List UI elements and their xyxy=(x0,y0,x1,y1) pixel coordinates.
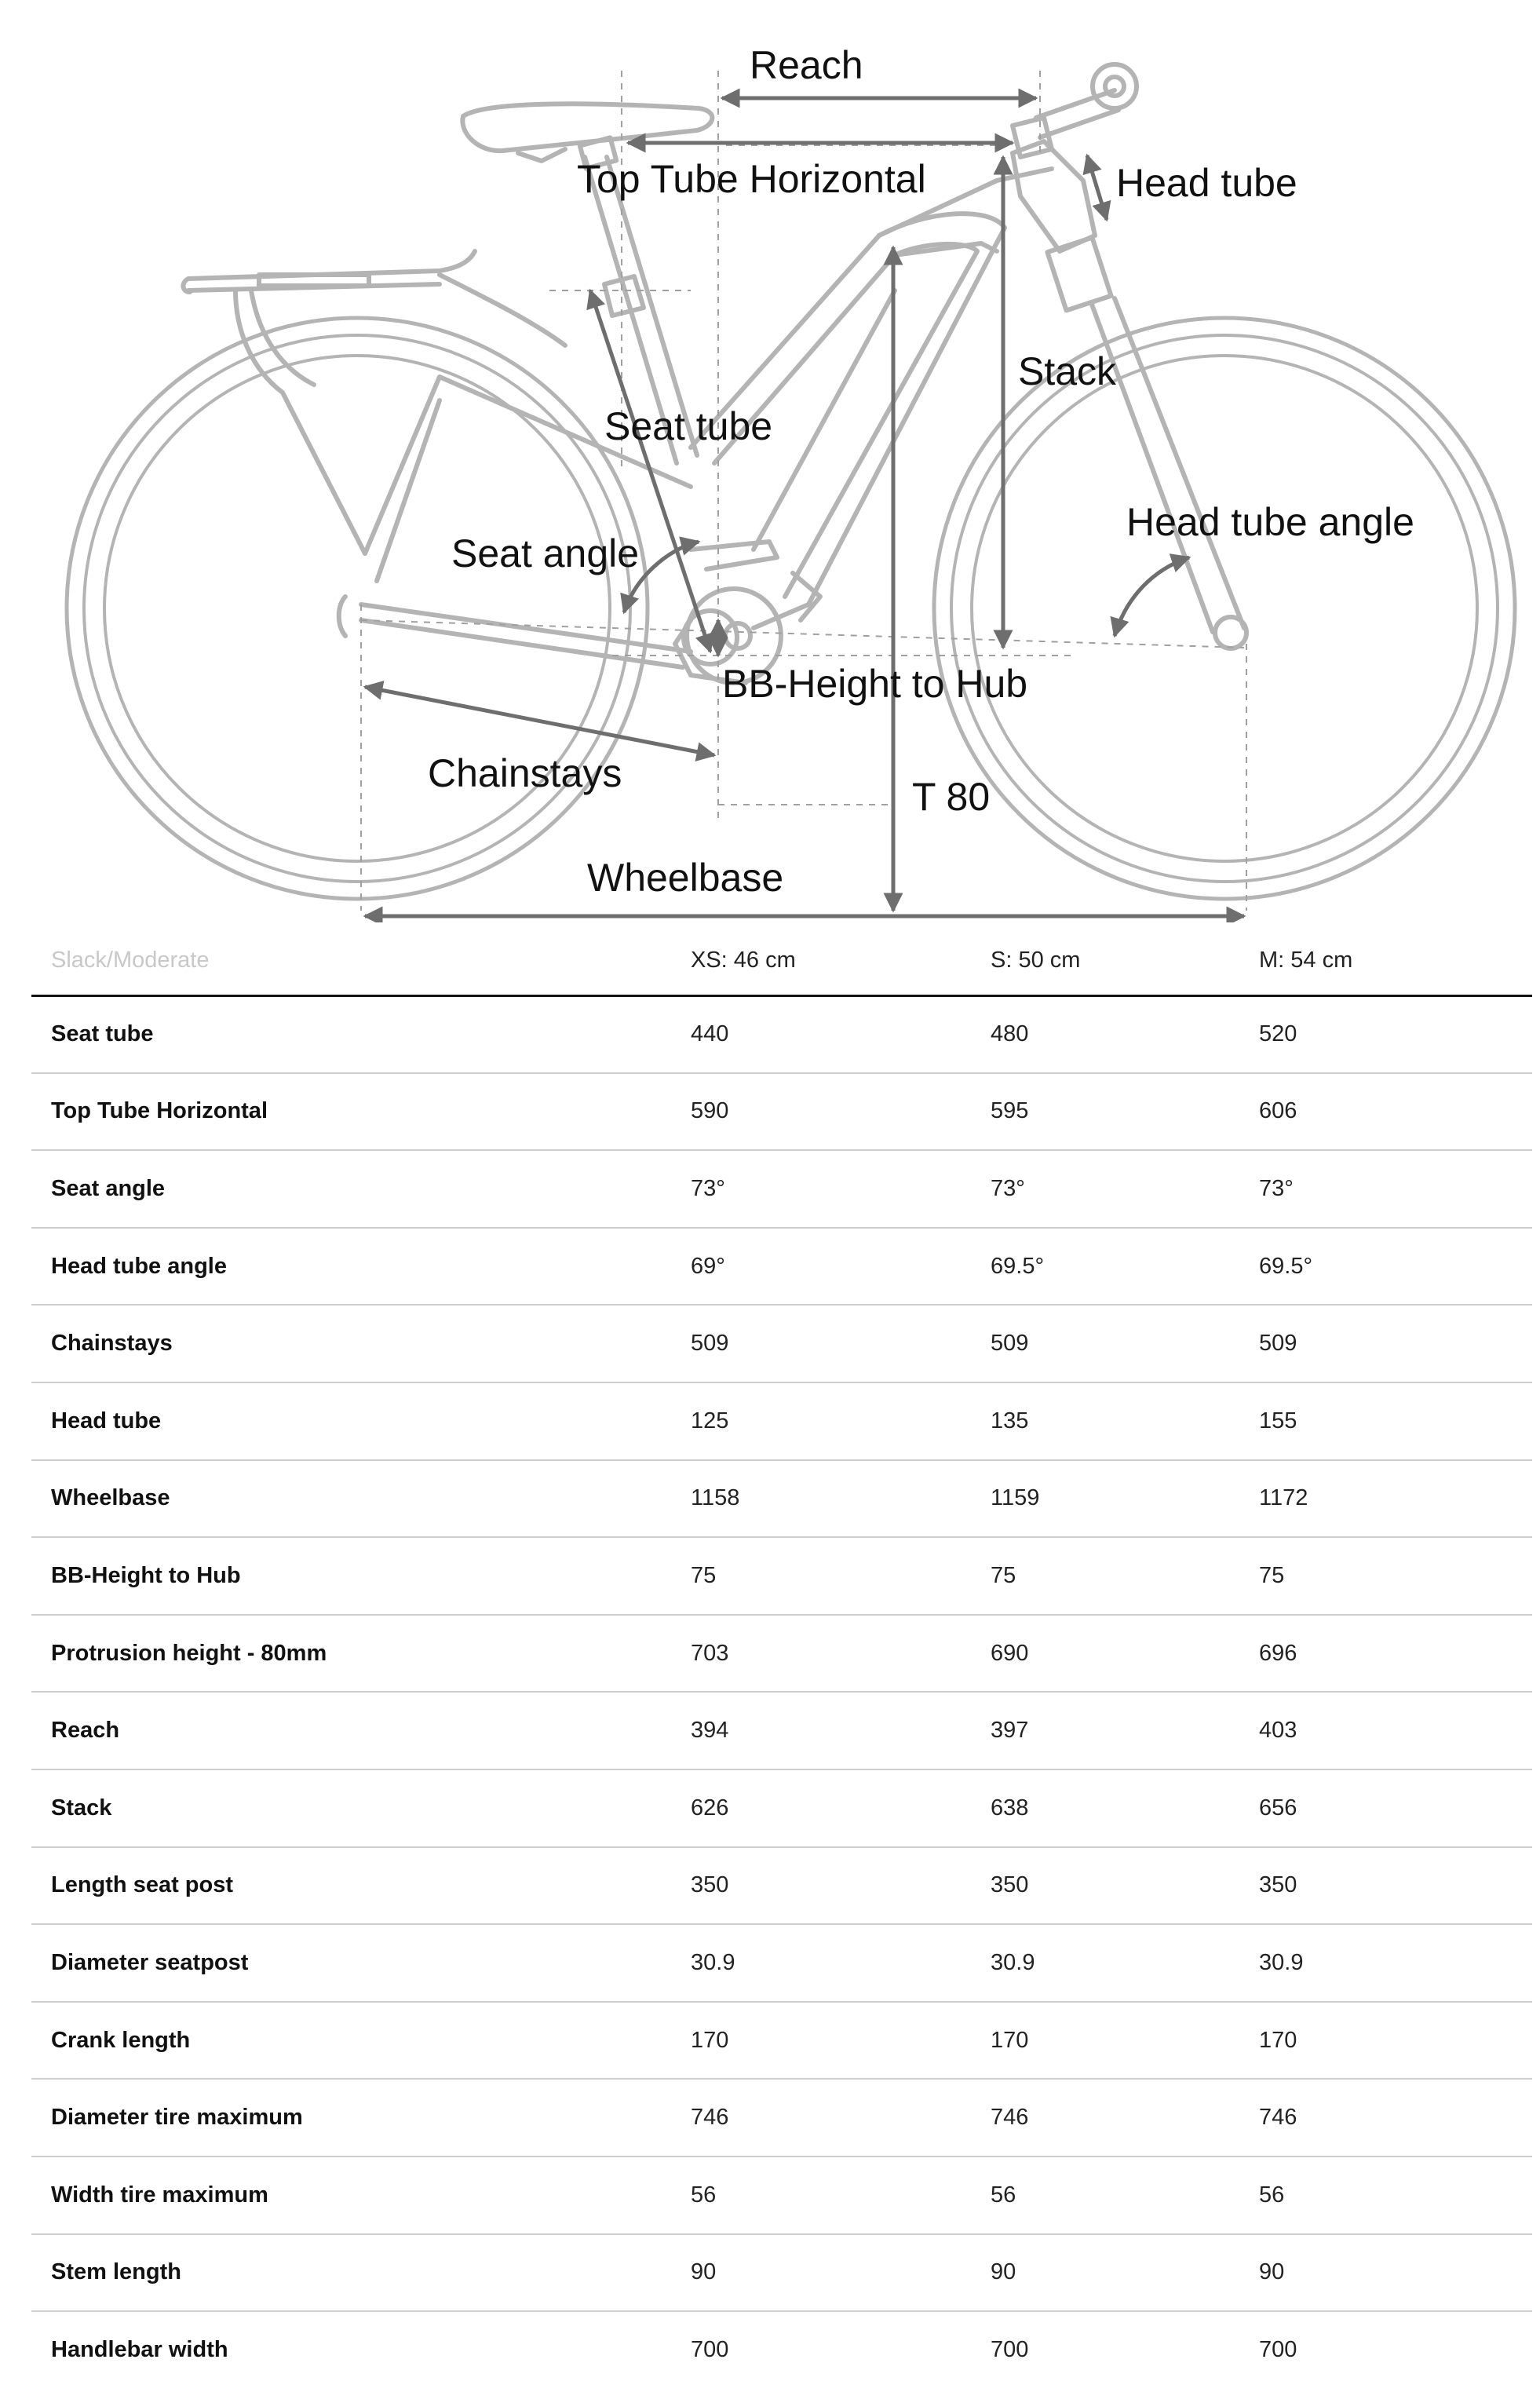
row-value: 509 xyxy=(991,1331,1029,1357)
row-value: 480 xyxy=(991,1021,1029,1047)
row-value: 700 xyxy=(691,2337,729,2363)
row-label: Reach xyxy=(51,1718,120,1744)
row-value: 69.5° xyxy=(1259,1253,1313,1279)
row-value: 56 xyxy=(691,2182,717,2208)
row-value: 590 xyxy=(691,1098,729,1124)
row-value: 595 xyxy=(991,1098,1029,1124)
row-value: 69° xyxy=(691,1253,725,1279)
row-value: 73° xyxy=(1259,1175,1294,1201)
row-value: 75 xyxy=(691,1562,717,1588)
row-label: BB-Height to Hub xyxy=(51,1562,241,1588)
row-value: 638 xyxy=(991,1795,1029,1821)
row-label: Handlebar width xyxy=(51,2337,228,2363)
row-value: 606 xyxy=(1259,1098,1297,1124)
row-value: 703 xyxy=(691,1640,729,1666)
label-t80: T 80 xyxy=(912,775,991,819)
head-tube-angle-arc xyxy=(1115,557,1189,636)
row-label: Head tube xyxy=(51,1408,162,1433)
row-label: Diameter seatpost xyxy=(51,1949,249,1975)
row-label: Length seat post xyxy=(51,1872,234,1898)
row-value: 1158 xyxy=(691,1485,740,1511)
row-label: Protrusion height - 80mm xyxy=(51,1640,327,1666)
row-value: 30.9 xyxy=(991,1949,1035,1975)
row-value: 73° xyxy=(691,1175,725,1201)
row-value: 690 xyxy=(991,1640,1029,1666)
rear-wheel xyxy=(67,318,648,899)
table-row xyxy=(31,1460,1532,1538)
row-label: Stack xyxy=(51,1795,112,1821)
row-value: 170 xyxy=(691,2027,729,2053)
label-head-tube-angle: Head tube angle xyxy=(1126,500,1414,544)
size-header-s: S: 50 cm xyxy=(971,926,1239,995)
row-value: 509 xyxy=(691,1331,729,1357)
table-row xyxy=(31,1228,1532,1306)
row-value: 1159 xyxy=(991,1485,1040,1511)
label-head-tube: Head tube xyxy=(1116,161,1297,205)
row-value: 656 xyxy=(1259,1795,1297,1821)
row-label: Diameter tire maximum xyxy=(51,2105,303,2131)
row-label: Crank length xyxy=(51,2027,191,2053)
row-value: 75 xyxy=(1259,1562,1285,1588)
table-row xyxy=(31,1073,1532,1151)
label-reach: Reach xyxy=(750,43,863,87)
table-row xyxy=(31,2156,1532,2234)
row-value: 135 xyxy=(991,1408,1029,1433)
row-label: Stem length xyxy=(51,2259,181,2285)
label-bb-height-to-hub: BB-Height to Hub xyxy=(722,662,1028,706)
row-value: 73° xyxy=(991,1175,1025,1201)
row-value: 56 xyxy=(1259,2182,1285,2208)
table-corner-label: Slack/Moderate xyxy=(31,926,671,995)
row-value: 509 xyxy=(1259,1331,1297,1357)
table-row xyxy=(31,1847,1532,1925)
table-row xyxy=(31,1150,1532,1228)
label-top-tube-horizontal: Top Tube Horizontal xyxy=(577,157,926,201)
table-row xyxy=(31,2079,1532,2156)
table-row xyxy=(31,1537,1532,1615)
row-value: 170 xyxy=(991,2027,1029,2053)
row-value: 746 xyxy=(991,2105,1029,2131)
chainstays-arrow xyxy=(365,687,714,755)
row-value: 403 xyxy=(1259,1718,1297,1744)
row-value: 125 xyxy=(691,1408,729,1433)
row-value: 170 xyxy=(1259,2027,1297,2053)
row-value: 75 xyxy=(991,1562,1016,1588)
table-row xyxy=(31,1769,1532,1847)
table-row xyxy=(31,2311,1532,2389)
row-value: 746 xyxy=(1259,2105,1297,2131)
label-seat-angle: Seat angle xyxy=(451,531,640,575)
row-value: 90 xyxy=(1259,2259,1285,2285)
row-value: 397 xyxy=(991,1718,1029,1744)
row-label: Wheelbase xyxy=(51,1485,170,1511)
row-label: Top Tube Horizontal xyxy=(51,1098,268,1124)
row-value: 56 xyxy=(991,2182,1016,2208)
row-value: 90 xyxy=(691,2259,717,2285)
label-stack: Stack xyxy=(1018,349,1117,393)
table-row xyxy=(31,1382,1532,1460)
table-row xyxy=(31,2234,1532,2312)
row-value: 90 xyxy=(991,2259,1016,2285)
table-row xyxy=(31,1615,1532,1693)
row-value: 350 xyxy=(691,1872,729,1898)
row-value: 30.9 xyxy=(1259,1949,1304,1975)
label-seat-tube: Seat tube xyxy=(604,404,773,448)
size-header-xs: XS: 46 cm xyxy=(671,926,971,995)
table-row xyxy=(31,1924,1532,2002)
label-wheelbase: Wheelbase xyxy=(587,856,784,900)
row-value: 155 xyxy=(1259,1408,1297,1433)
bike-geometry-diagram xyxy=(0,0,1540,922)
row-label: Head tube angle xyxy=(51,1253,227,1279)
geometry-table xyxy=(31,926,1532,2389)
table-row xyxy=(31,1305,1532,1382)
table-row xyxy=(31,2002,1532,2080)
row-value: 350 xyxy=(991,1872,1029,1898)
table-row xyxy=(31,1692,1532,1769)
row-value: 696 xyxy=(1259,1640,1297,1666)
row-value: 30.9 xyxy=(691,1949,735,1975)
row-label: Width tire maximum xyxy=(51,2182,268,2208)
row-label: Chainstays xyxy=(51,1331,173,1357)
row-label: Seat angle xyxy=(51,1175,166,1201)
row-value: 700 xyxy=(1259,2337,1297,2363)
row-value: 394 xyxy=(691,1718,729,1744)
label-chainstays: Chainstays xyxy=(428,751,622,795)
size-header-m: M: 54 cm xyxy=(1239,926,1532,995)
row-label: Seat tube xyxy=(51,1021,154,1047)
table-row xyxy=(31,995,1532,1073)
row-value: 626 xyxy=(691,1795,729,1821)
row-value: 746 xyxy=(691,2105,729,2131)
row-value: 700 xyxy=(991,2337,1029,2363)
front-wheel xyxy=(934,318,1515,899)
row-value: 1172 xyxy=(1259,1485,1308,1511)
row-value: 520 xyxy=(1259,1021,1297,1047)
row-value: 350 xyxy=(1259,1872,1297,1898)
table-header-row xyxy=(31,926,1532,995)
row-value: 440 xyxy=(691,1021,729,1047)
row-value: 69.5° xyxy=(991,1253,1045,1279)
